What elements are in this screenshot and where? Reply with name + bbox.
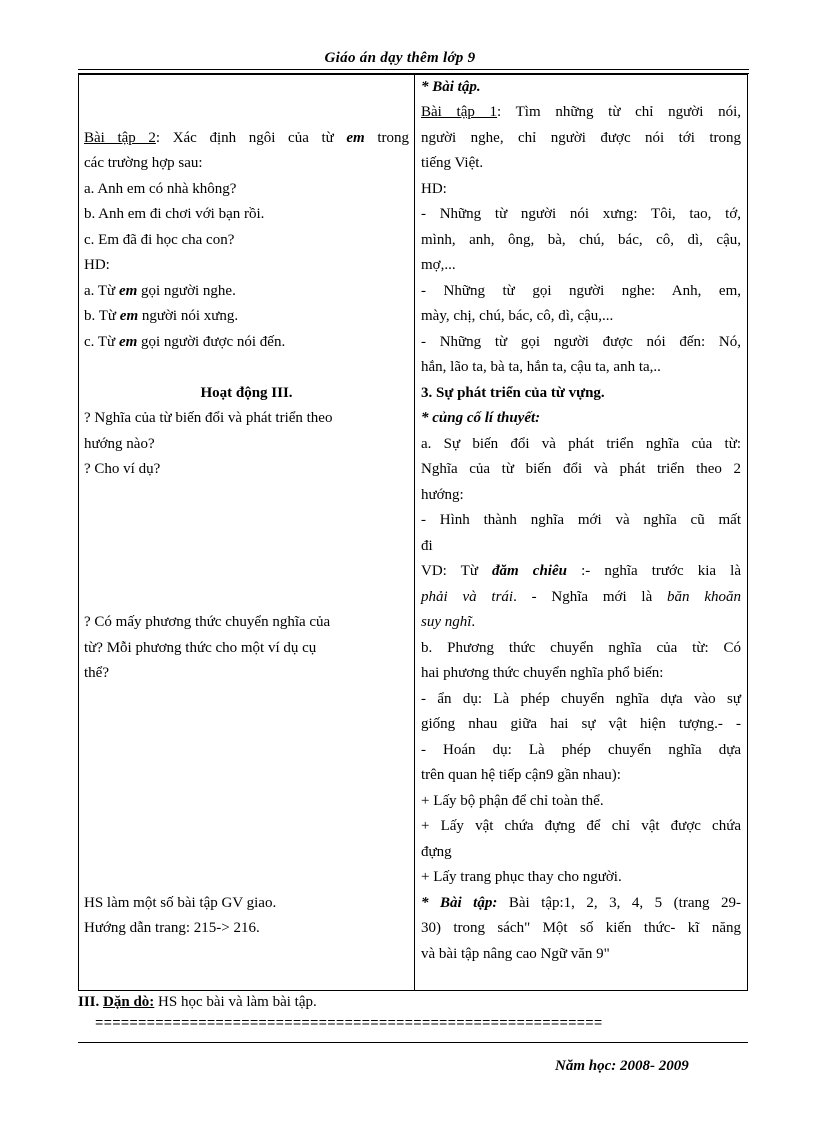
exercise-2-item-a: a. Anh em có nhà không?	[84, 181, 237, 197]
speaker-words-line-2: mình, anh, ông, bà, chú, bác, cô, dì, cậu,	[421, 232, 741, 248]
hd-label-right: HD:	[421, 181, 447, 197]
practice-line-1: * Bài tập: Bài tập:1, 2, 3, 4, 5 (trang 29-	[421, 895, 741, 911]
homework-instructions: III. Dặn dò: HS học bài và làm bài tập.	[78, 994, 317, 1010]
speaker-words-line-3: mợ,...	[421, 257, 456, 273]
activity-3-heading: Hoạt động III.	[200, 385, 293, 401]
exercise-1-line-3: tiếng Việt.	[421, 155, 484, 171]
practice-line-2: 30) trong sách" Một số kiến thức- kĩ năng	[421, 920, 741, 936]
theory-a-line-1: a. Sự biến đổi và phát triển nghĩa của từ:	[421, 436, 741, 452]
theory-a-line-3: hướng:	[421, 487, 464, 503]
question-1-line-1: ? Nghĩa của từ biến đổi và phát triển theo	[84, 410, 333, 426]
listener-words-line-2: mày, chị, chú, bác, cô, dì, cậu,...	[421, 308, 614, 324]
listener-words-line-1: - Những từ gọi người nghe: Anh, em,	[421, 283, 741, 299]
exercise-2-line-1: Bài tập 2: Xác định ngôi của từ em trong	[84, 130, 410, 146]
metonymy-item-1: + Lấy bộ phận để chỉ toàn thể.	[421, 793, 604, 809]
theory-b-line-2: hai phương thức chuyển nghĩa phổ biến:	[421, 665, 664, 681]
speaker-words-line-1: - Những từ người nói xưng: Tôi, tao, tớ,	[421, 206, 741, 222]
hd-label-left: HD:	[84, 257, 110, 273]
example-line-3: suy nghĩ.	[421, 614, 476, 630]
practice-line-3: và bài tập nâng cao Ngữ văn 9"	[421, 946, 610, 962]
example-line-1: VD: Từ đăm chiêu :- nghĩa trước kia là	[421, 563, 741, 579]
theory-a-line-5: đi	[421, 538, 433, 554]
question-3-line-1: ? Có mấy phương thức chuyển nghĩa của	[84, 614, 331, 630]
exercise-2-item-c: c. Em đã đi học cha con?	[84, 232, 235, 248]
answer-a: a. Từ em gọi người nghe.	[84, 283, 236, 299]
metonymy-item-3: + Lấy trang phục thay cho người.	[421, 869, 622, 885]
exercise-2-item-b: b. Anh em đi chơi với bạn rồi.	[84, 206, 265, 222]
theory-a-line-2: Nghĩa của từ biến đổi và phát triển theo 2	[421, 461, 741, 477]
section-3-heading: 3. Sự phát triển của từ vựng.	[421, 385, 605, 401]
homework-line-1: HS làm một số bài tập GV giao.	[84, 895, 277, 911]
exercise-heading: * Bài tập.	[421, 79, 481, 95]
exercise-1-line-2: người nghe, chỉ người được nói tới trong	[421, 130, 741, 146]
example-line-2: phải và trái. - Nghĩa mới là băn khoăn	[421, 589, 741, 605]
footer-rule	[78, 1042, 748, 1043]
referent-words-line-2: hắn, lão ta, bà ta, hắn ta, cậu ta, anh ta,..	[421, 359, 661, 375]
exercise-2-line-2: các trường hợp sau:	[84, 155, 203, 171]
metonymy-item-2-line-1: + Lấy vật chứa đựng để chỉ vật được chứa	[421, 818, 741, 834]
theory-b-line-1: b. Phương thức chuyển nghĩa của từ: Có	[421, 640, 741, 656]
question-3-line-2: từ? Mỗi phương thức cho một ví dụ cụ	[84, 640, 317, 656]
metaphor-line-1: - ẩn dụ: Là phép chuyển nghĩa dựa vào sự	[421, 691, 741, 707]
column-divider	[414, 75, 415, 990]
metonymy-item-2-line-2: đựng	[421, 844, 452, 860]
school-year: Năm học: 2008- 2009	[555, 1058, 689, 1074]
header-rule	[78, 69, 749, 70]
page-header-title: Giáo án dạy thêm lớp 9	[324, 50, 476, 66]
referent-words-line-1: - Những từ gọi người được nói đến: Nó,	[421, 334, 741, 350]
answer-b: b. Từ em người nói xưng.	[84, 308, 239, 324]
theory-a-line-4: - Hình thành nghĩa mới và nghĩa cũ mất	[421, 512, 741, 528]
answer-c: c. Từ em gọi người được nói đến.	[84, 334, 286, 350]
metonymy-line-1: - Hoán dụ: Là phép chuyển nghĩa dựa	[421, 742, 741, 758]
question-3-line-3: thể?	[84, 665, 109, 681]
question-2: ? Cho ví dụ?	[84, 461, 161, 477]
separator-equals: ===========================================================	[95, 1016, 603, 1032]
metonymy-line-2: trên quan hệ tiếp cận9 gần nhau):	[421, 767, 621, 783]
theory-heading: * củng cố lí thuyết:	[421, 410, 541, 426]
homework-line-2: Hướng dẫn trang: 215-> 216.	[84, 920, 260, 936]
metaphor-line-2: giống nhau giữa hai sự vật hiện tượng.- -	[421, 716, 741, 732]
question-1-line-2: hướng nào?	[84, 436, 155, 452]
exercise-1-line-1: Bài tập 1: Tìm những từ chỉ người nói,	[421, 104, 742, 120]
lesson-table	[78, 74, 748, 991]
